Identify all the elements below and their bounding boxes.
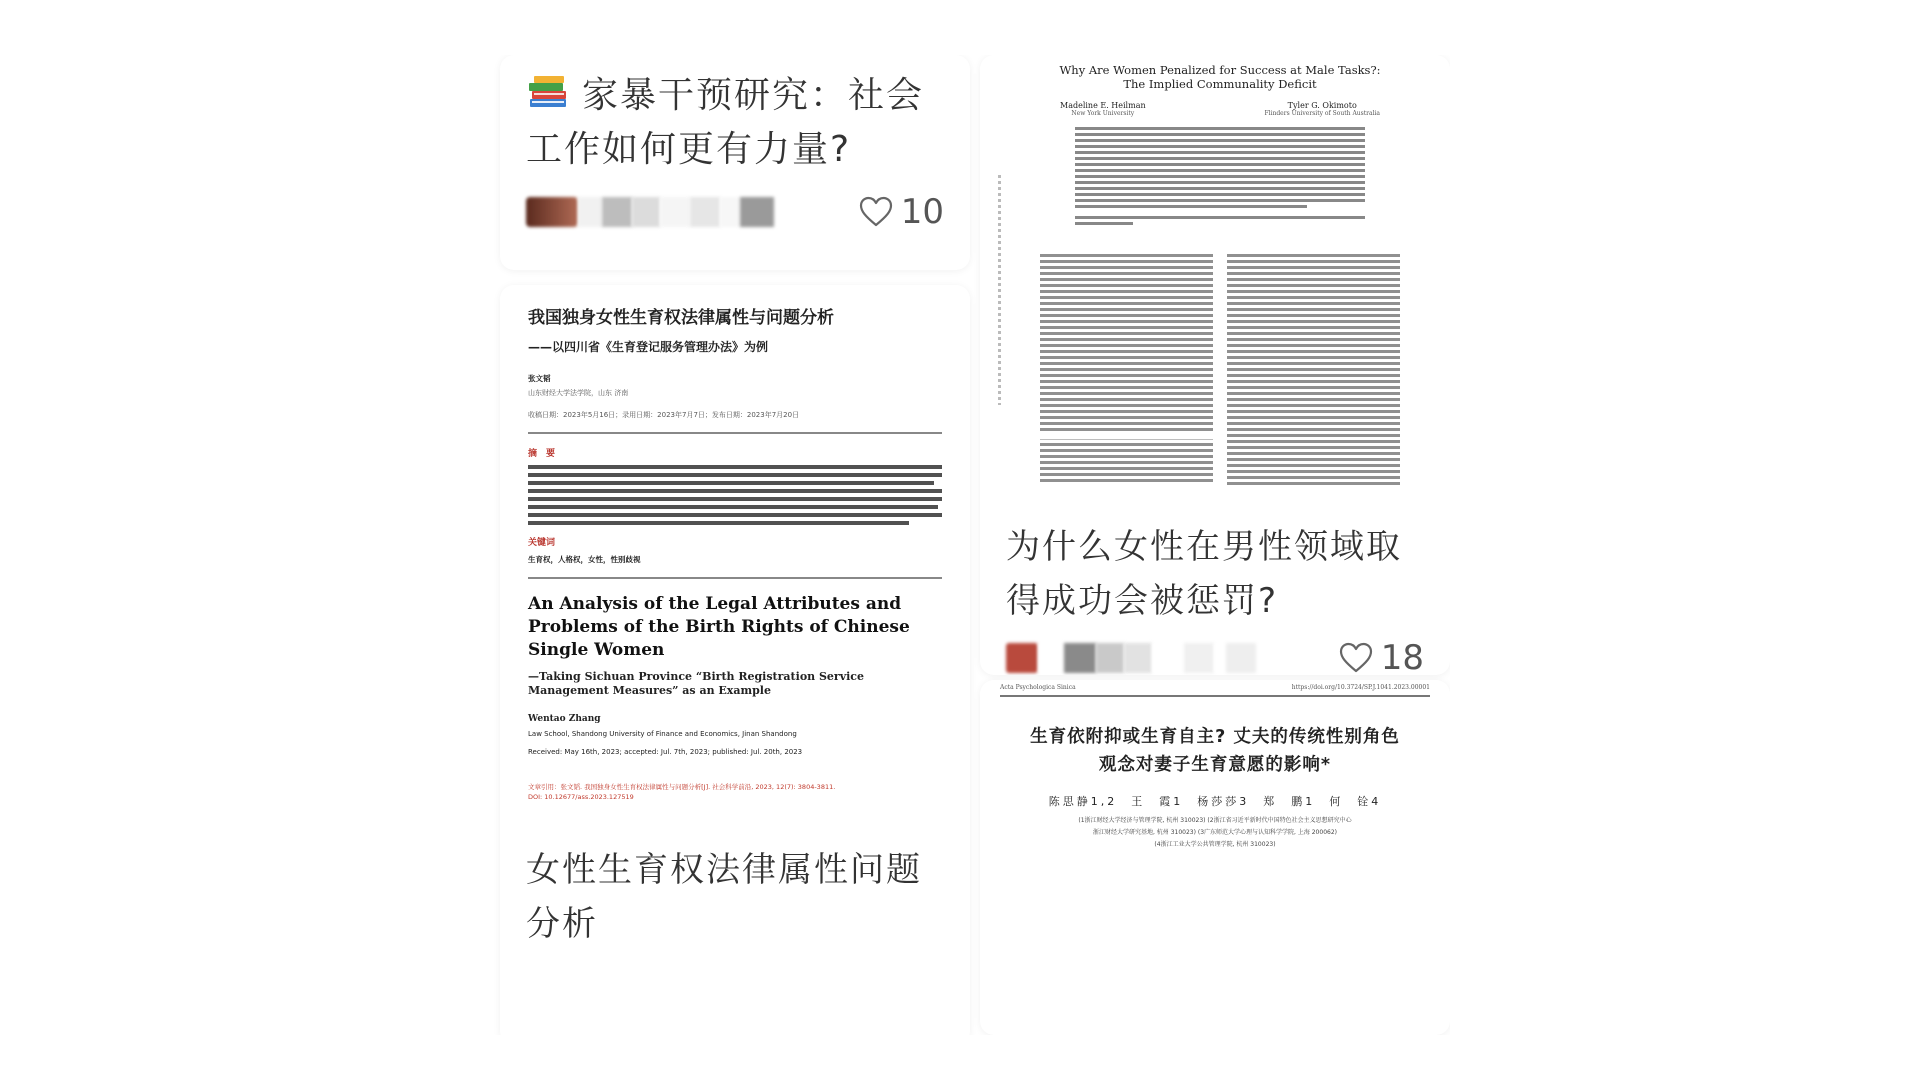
paper-en-author: Wentao Zhang (528, 714, 601, 724)
journal-header (1000, 684, 1430, 697)
paper-citation: 文章引用：张文韬. 我国独身女性生育权法律属性与问题分析[J]. 社会科学前沿, 2023, 12(7): 3804-3811. (528, 783, 836, 791)
divider (528, 577, 942, 579)
divider (528, 432, 942, 434)
note-cover-image[interactable] (980, 680, 1450, 861)
paper-cn-author: 张文韬 (528, 374, 551, 383)
paper-affiliation: Flinders University of South Australia (1264, 110, 1380, 117)
journal-doi: https://doi.org/10.3724/SP.J.1041.2023.00001 (1291, 684, 1430, 691)
heart-icon (859, 196, 893, 228)
note-title-text: 家暴干预研究：社会工作如何更有力量? (526, 75, 925, 170)
paper-cn-affiliation: 山东财经大学法学院，山东 济南 (528, 389, 629, 397)
paper-en-title: An Analysis of the Legal Attributes and Problems of the Birth Rights of Chinese Single Women (528, 594, 910, 660)
keywords-label: 关键词 (528, 538, 556, 548)
paper-doi: DOI: 10.12677/ass.2023.127519 (528, 793, 634, 801)
paper-cn-subtitle: ——以四川省《生育登记服务管理办法》为例 (528, 340, 769, 354)
paper-authors: 陈思静1,2 王 霞1 杨莎莎3 郑 鹏1 何 铨4 (1048, 795, 1382, 808)
note-cover-image[interactable] (500, 285, 970, 817)
paper-abstract (1075, 127, 1365, 225)
paper-affiliation: (1浙江财经大学经济与管理学院, 杭州 310023) (2浙江省习近平新时代中国特色社会主义思想研究中心 (1078, 817, 1352, 824)
like-button[interactable] (1339, 638, 1424, 675)
like-button[interactable] (859, 192, 944, 232)
author-name[interactable] (578, 197, 602, 227)
note-card[interactable] (980, 680, 1450, 1035)
note-cover-image[interactable] (980, 55, 1450, 498)
avatar[interactable] (1006, 643, 1038, 673)
paper-cn-dates: 收稿日期：2023年5月16日；录用日期：2023年7月7日；发布日期：2023年7月20日 (528, 411, 800, 419)
paper-authors (1060, 101, 1380, 117)
note-title[interactable] (500, 55, 970, 177)
paper-en-affiliation: Law School, Shandong University of Finance and Economics, Jinan Shandong (528, 730, 797, 738)
paper-en-title: Why Are Women Penalized for Success at Male Tasks?: The Implied Communality Deficit (1059, 63, 1381, 91)
note-card[interactable] (980, 55, 1450, 675)
like-count: 10 (900, 192, 944, 232)
paper-cn-title: 生育依附抑或生育自主? 丈夫的传统性别角色 观念对妻子生育意愿的影响* (1030, 727, 1400, 775)
note-feed (490, 55, 1450, 1035)
note-title[interactable]: 为什么女性在男性领域取得成功会被惩罚? (1006, 527, 1402, 621)
author-info[interactable] (1006, 643, 1339, 673)
paper-margin-text (998, 175, 1001, 405)
paper-affiliation: New York University (1071, 110, 1135, 117)
paper-body (1040, 251, 1400, 488)
paper-keywords: 生育权，人格权，女性，性别歧视 (528, 555, 641, 564)
journal-name: Acta Psychologica Sinica (1000, 684, 1076, 691)
note-card[interactable] (500, 55, 970, 270)
abstract-text (528, 465, 942, 525)
paper-author: Madeline E. Heilman (1060, 101, 1146, 110)
note-card[interactable] (500, 285, 970, 1035)
heart-icon (1339, 642, 1373, 674)
paper-en-dates: Received: May 16th, 2023; accepted: Jul. 7th, 2023; published: Jul. 20th, 2023 (528, 748, 803, 756)
note-footer (500, 177, 970, 247)
paper-en-subtitle: —Taking Sichuan Province “Birth Registration Service Management Measures” as an Example (528, 670, 864, 697)
abstract-label: 摘 要 (528, 449, 556, 459)
paper-affiliation: 浙江财经大学研究基地, 杭州 310023) (3广东师范大学心理与认知科学学院, 上海 200062) (1092, 829, 1337, 836)
like-count: 18 (1380, 638, 1424, 675)
author-info[interactable] (526, 197, 859, 227)
avatar[interactable] (526, 197, 578, 227)
paper-author: Tyler G. Okimoto (1287, 101, 1357, 110)
author-name[interactable] (1038, 643, 1064, 673)
books-icon (526, 73, 570, 113)
paper-affiliation: (4浙江工业大学公共管理学院, 杭州 310023) (1154, 841, 1276, 848)
paper-cn-title: 我国独身女性生育权法律属性与问题分析 (528, 308, 834, 328)
note-footer (980, 628, 1450, 675)
note-title[interactable]: 女性生育权法律属性问题分析 (526, 850, 922, 944)
